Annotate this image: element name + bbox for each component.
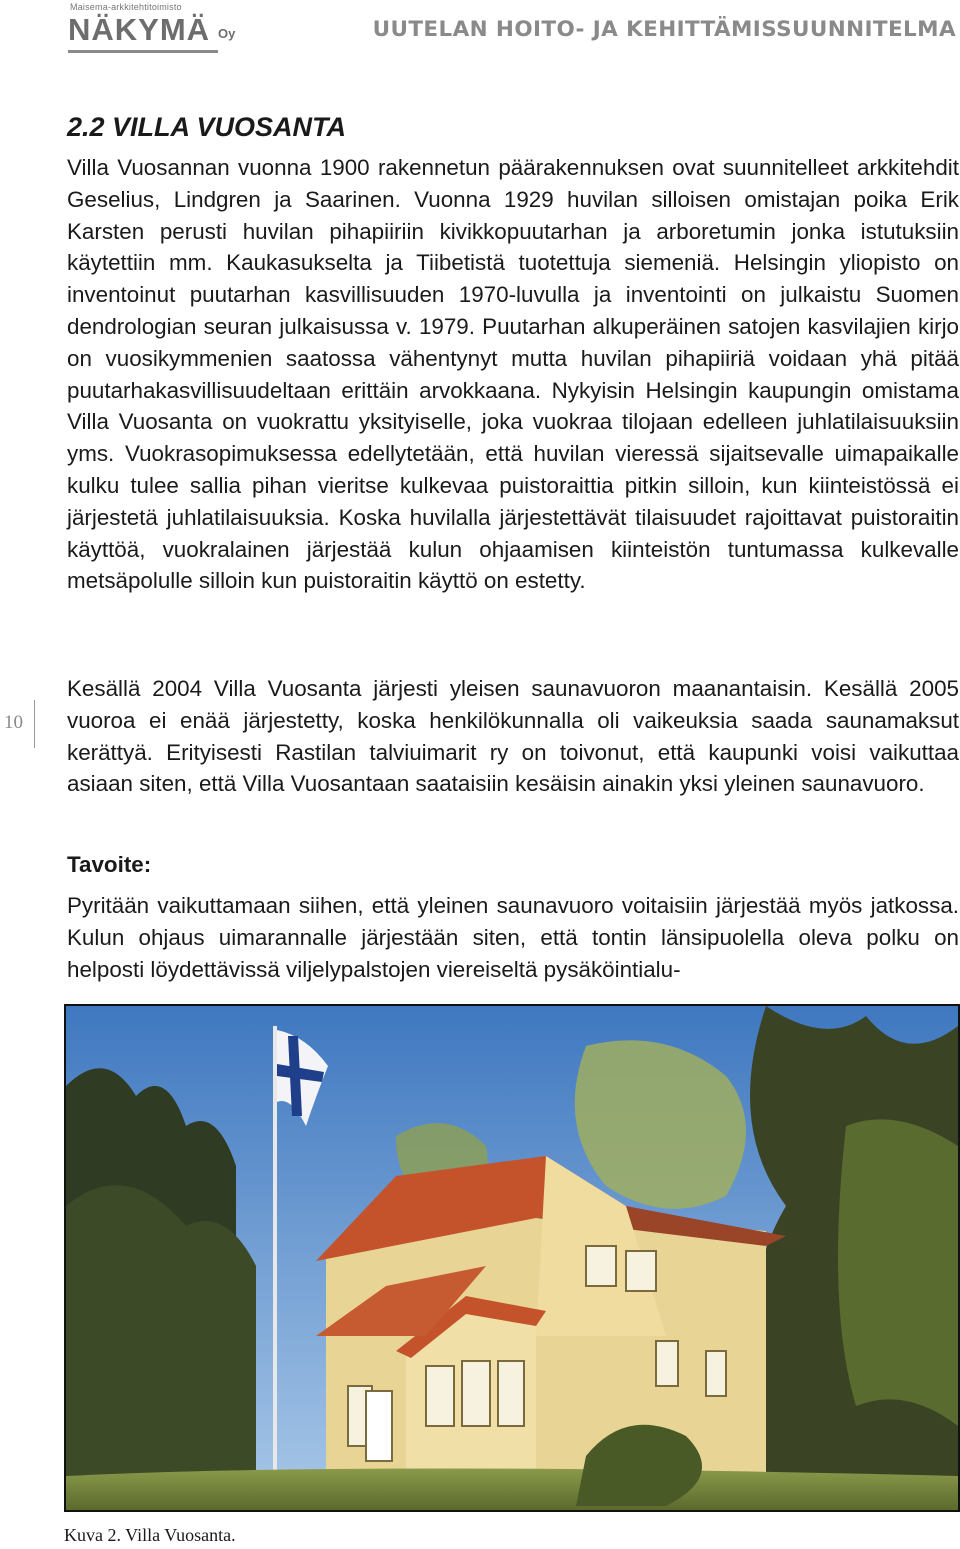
logo-text: NÄKYMÄ (68, 12, 211, 47)
body-paragraph: Kesällä 2004 Villa Vuosanta järjesti yleisen saunavuoron maanantaisin. Kesällä 2005 vuoroa ei enää järjestetty, koska henkilökunnalla oli vaikeuksia saada saunamaksut kerättyä. Erityisesti Rastilan talviuimarit ry on toivonut, että kaupunki voisi vaikuttaa asiaan siten, että Villa Vuosantaan saataisiin kesäisin ainakin yksi yleinen saunavuoro. (67, 676, 959, 797)
company-logo (66, 2, 256, 54)
running-title: UUTELAN HOITO- JA KEHITTÄMISSUUNNITELMA (372, 17, 956, 42)
villa-photo-illustration (66, 1006, 958, 1510)
logo-small-text: Maisema-arkkitehtitoimisto (70, 2, 182, 12)
margin-rule (34, 700, 35, 748)
figure-caption: Kuva 2. Villa Vuosanta. (64, 1525, 236, 1545)
page-number: 10 (4, 712, 23, 733)
goal-paragraph: Pyritään vaikuttamaan siihen, että yleinen saunavuoro voitaisiin järjestää myös jatkossa. Kulun ohjaus uimarannalle järjestään siten, että tontin länsipuolella oleva polku on helposti löydettävissä viljelypalstojen viereiseltä pysäköintialu- (67, 893, 959, 982)
logo-suffix: Oy (218, 26, 236, 41)
page-header (0, 0, 960, 62)
body-paragraph: Villa Vuosannan vuonna 1900 rakennetun päärakennuksen ovat suunnitelleet arkkitehdit Geselius, Lindgren ja Saarinen. Vuonna 1929 huvilan silloisen omistajan poika Erik Karsten perusti huvilan pihapiiriin kivikkopuutarhan ja arboretumin jonka istutuksiin käytettiin mm. Kaukasukselta ja Tiibetistä tuotettuja siemeniä. Helsingin yliopisto on inventoinut puutarhan kasvillisuuden 1970-luvulla ja inventointi on julkaistu Suomen dendrologian seuran julkaisussa v. 1979. Puutarhan alkuperäinen satojen kasvilajien kirjo on vuosikymmenien saatossa vähentynyt mutta huvilan pihapiiriä voidaan yhä pitää puutarhakasvillisuudeltaan erittäin arvokkaana. Nykyisin Helsingin kaupungin omistama Villa Vuosanta on vuokrattu yksityiselle, joka vuokraa tilojaan edelleen juhlatilaisuuksiin yms. Vuokrasopimuksessa edellytetään, että huvilan vieressä sijaitsevalle uimapaikalle kulku tulee sallia pihan vieritse kulkevaa puistoraittia pitkin silloin, kun kiinteistössä ei järjestetä juhlatilaisuuksia. Koska huvilalla järjestettävät tilaisuudet rajoittavat puistoraitin käyttöä, vuokralainen järjestää kulun ohjaamisen kiinteistön tuntumassa kulkevalle metsäpolulle silloin kun puistoraitin käyttö on estetty. (67, 155, 959, 594)
villa-photo (64, 1004, 960, 1512)
section-heading: 2.2 VILLA VUOSANTA (67, 112, 347, 142)
goal-heading: Tavoite: (67, 852, 152, 877)
logo-underline (68, 50, 218, 53)
